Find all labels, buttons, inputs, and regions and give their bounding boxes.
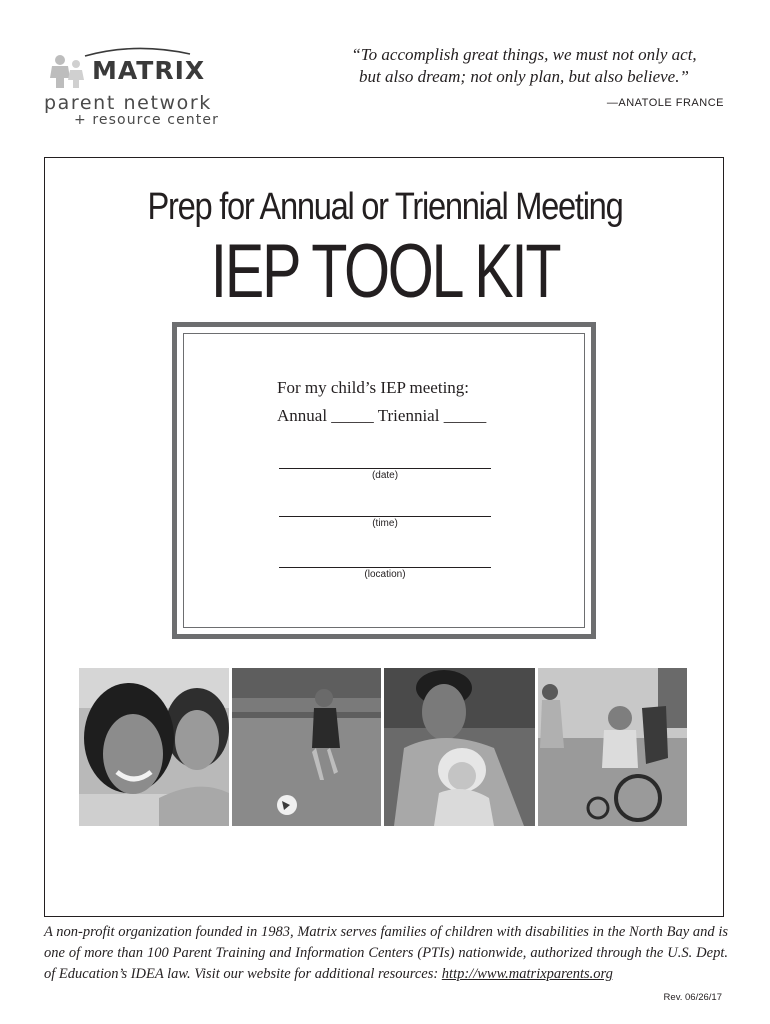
- location-label: (location): [364, 569, 406, 580]
- logo-wordmark: MATRIX: [92, 56, 206, 85]
- date-field[interactable]: [279, 468, 491, 469]
- footer-text: A non-profit organization founded in 1983, Matrix serves families of children with disabilities in the North Bay and is one of more than 100 Parent Training and Information Centers (PTIs) nationwide, authorized through the U.S. Dept. of Education’s IDEA law. Visit our website for additional resources:: [44, 924, 728, 982]
- photo-child-wheelchair: [538, 668, 687, 826]
- quote-line-2: but also dream; not only plan, but also believe.”: [359, 67, 689, 86]
- logo-tagline-resource-center: + resource center: [74, 112, 219, 128]
- page-title: IEP TOOL KIT: [210, 229, 560, 314]
- photo-two-women: [79, 668, 229, 826]
- photo-father-baby: [384, 668, 535, 826]
- date-label: (date): [371, 470, 399, 481]
- form-intro: For my child’s IEP meeting:: [277, 378, 470, 397]
- quote-line-1: “To accomplish great things, we must not only act,: [351, 45, 697, 64]
- meeting-type-field[interactable]: Annual _____ Triennial _____: [277, 406, 487, 425]
- quote: [304, 44, 724, 88]
- revision-date: Rev. 06/26/17: [663, 992, 722, 1003]
- quote-author: —ANATOLE FRANCE: [606, 97, 724, 109]
- page-subtitle: Prep for Annual or Triennial Meeting: [147, 186, 623, 228]
- matrix-logo: [40, 44, 219, 134]
- website-link[interactable]: http://www.matrixparents.org: [441, 966, 613, 982]
- logo-tagline-parent-network: parent network: [44, 92, 212, 114]
- footer-description: [44, 922, 728, 985]
- location-field[interactable]: [279, 567, 491, 568]
- photo-boy-soccer: [232, 668, 381, 826]
- time-label: (time): [372, 518, 398, 529]
- time-field[interactable]: [279, 516, 491, 517]
